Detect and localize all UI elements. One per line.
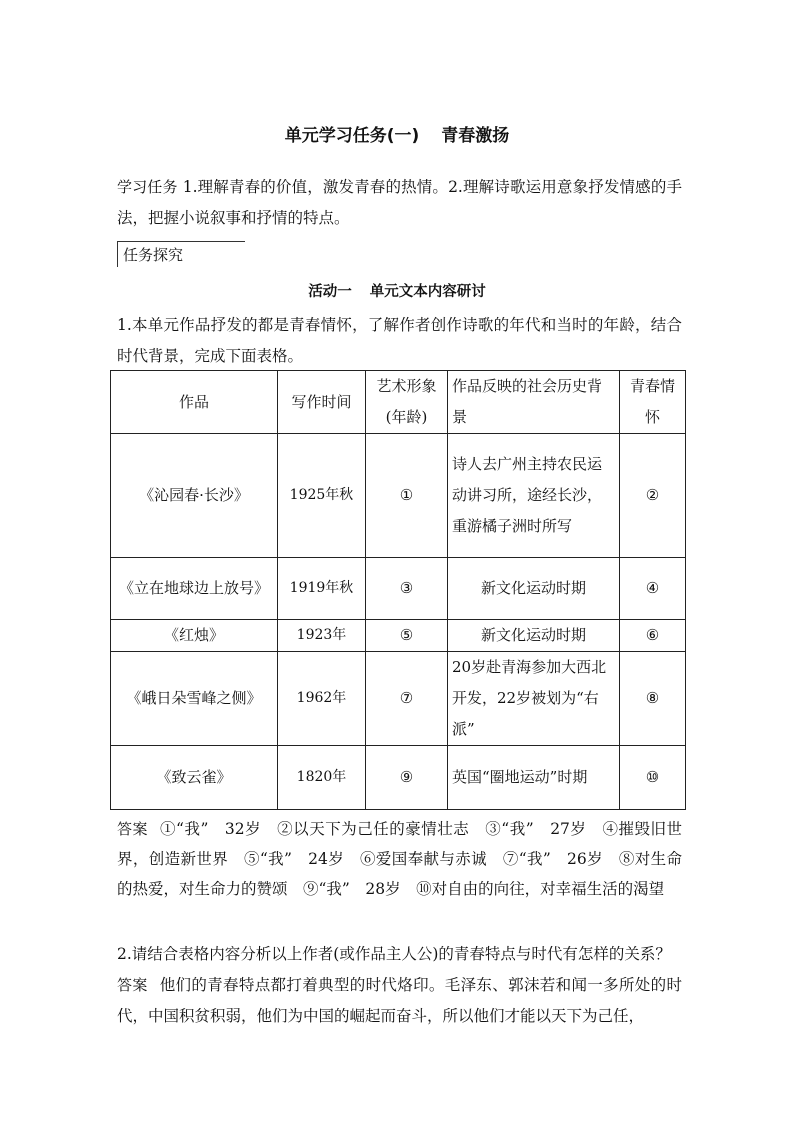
answer-text: 他们的青春特点都打着典型的时代烙印。毛泽东、郭沫若和闻一多所处的时代，中国积贫积弱，他们为中国的崛起而奋斗，所以他们才能以天下为己任， bbox=[117, 976, 682, 1025]
answer-label: 答案 bbox=[117, 976, 148, 994]
answer-label: 答案 bbox=[117, 820, 149, 838]
answer-2 bbox=[117, 970, 682, 1032]
table-row bbox=[111, 746, 686, 810]
page-title bbox=[0, 121, 794, 146]
work-title-cell: 《沁园春·长沙》 bbox=[111, 434, 278, 558]
work-title-cell: 《峨日朵雪峰之侧》 bbox=[111, 652, 278, 746]
table-row bbox=[111, 558, 686, 620]
work-title-cell: 《致云雀》 bbox=[111, 746, 278, 810]
feeling-cell: ② bbox=[620, 434, 686, 558]
writing-time-cell: 1962年 bbox=[278, 652, 366, 746]
header-cell: 作品 bbox=[111, 371, 278, 434]
header-cell: 作品反映的社会历史背景 bbox=[448, 371, 620, 434]
answer-1 bbox=[117, 814, 682, 904]
question-1: 1.本单元作品抒发的都是青春情怀，了解作者创作诗歌的年代和当时的年龄，结合时代背景，完成下面表格。 bbox=[117, 316, 682, 365]
writing-time-cell: 1925年秋 bbox=[278, 434, 366, 558]
image-age-cell: ③ bbox=[366, 558, 448, 620]
work-title-cell: 《红烛》 bbox=[111, 620, 278, 652]
image-age-cell: ⑦ bbox=[366, 652, 448, 746]
learning-task-text: 1.理解青春的价值，激发青春的热情。2.理解诗歌运用意象抒发情感的手法，把握小说叙事和抒情的特点。 bbox=[117, 178, 682, 227]
learning-task-paragraph bbox=[117, 172, 682, 234]
activity-number: 活动一 bbox=[308, 284, 352, 300]
activity-heading bbox=[0, 279, 794, 305]
table-row bbox=[111, 620, 686, 652]
activity-title: 单元文本内容研讨 bbox=[369, 284, 486, 300]
works-table bbox=[110, 370, 686, 810]
learning-task-label: 学习任务 bbox=[117, 178, 178, 196]
feeling-cell: ⑥ bbox=[620, 620, 686, 652]
background-cell: 诗人去广州主持农民运动讲习所，途经长沙，重游橘子洲时所写 bbox=[448, 434, 620, 558]
title-main: 单元学习任务(一) bbox=[284, 126, 420, 146]
image-age-cell: ① bbox=[366, 434, 448, 558]
background-cell: 英国“圈地运动”时期 bbox=[448, 746, 620, 810]
feeling-cell: ④ bbox=[620, 558, 686, 620]
answer-text: ①“我” 32岁 ②以天下为己任的豪情壮志 ③“我” 27岁 ④摧毁旧世界，创造新世界 ⑤“我” 24岁 ⑥爱国奉献与赤诚 ⑦“我” 26岁 ⑧对生命的热爱，对生命力的赞颂 ⑨“我” 28岁 ⑩对自由的向往，对幸福生活的渴望 bbox=[117, 820, 682, 898]
writing-time-cell: 1820年 bbox=[278, 746, 366, 810]
question-2-block bbox=[117, 939, 682, 1032]
question-2: 2.请结合表格内容分析以上作者(或作品主人公)的青春特点与时代有怎样的关系？ bbox=[117, 945, 671, 963]
background-cell: 新文化运动时期 bbox=[448, 620, 620, 652]
writing-time-cell: 1923年 bbox=[278, 620, 366, 652]
background-cell: 新文化运动时期 bbox=[448, 558, 620, 620]
image-age-cell: ⑤ bbox=[366, 620, 448, 652]
feeling-cell: ⑩ bbox=[620, 746, 686, 810]
feeling-cell: ⑧ bbox=[620, 652, 686, 746]
work-title-cell: 《立在地球边上放号》 bbox=[111, 558, 278, 620]
image-age-cell: ⑨ bbox=[366, 746, 448, 810]
background-cell: 20岁赴青海参加大西北开发，22岁被划为“右派” bbox=[448, 652, 620, 746]
title-theme: 青春激扬 bbox=[441, 126, 510, 146]
header-cell: 青春情怀 bbox=[620, 371, 686, 434]
table-header-row bbox=[111, 371, 686, 434]
table-row bbox=[111, 434, 686, 558]
header-cell: 写作时间 bbox=[278, 371, 366, 434]
table-row bbox=[111, 652, 686, 746]
section-tag: 任务探究 bbox=[117, 241, 245, 267]
writing-time-cell: 1919年秋 bbox=[278, 558, 366, 620]
header-cell: 艺术形象(年龄) bbox=[366, 371, 448, 434]
